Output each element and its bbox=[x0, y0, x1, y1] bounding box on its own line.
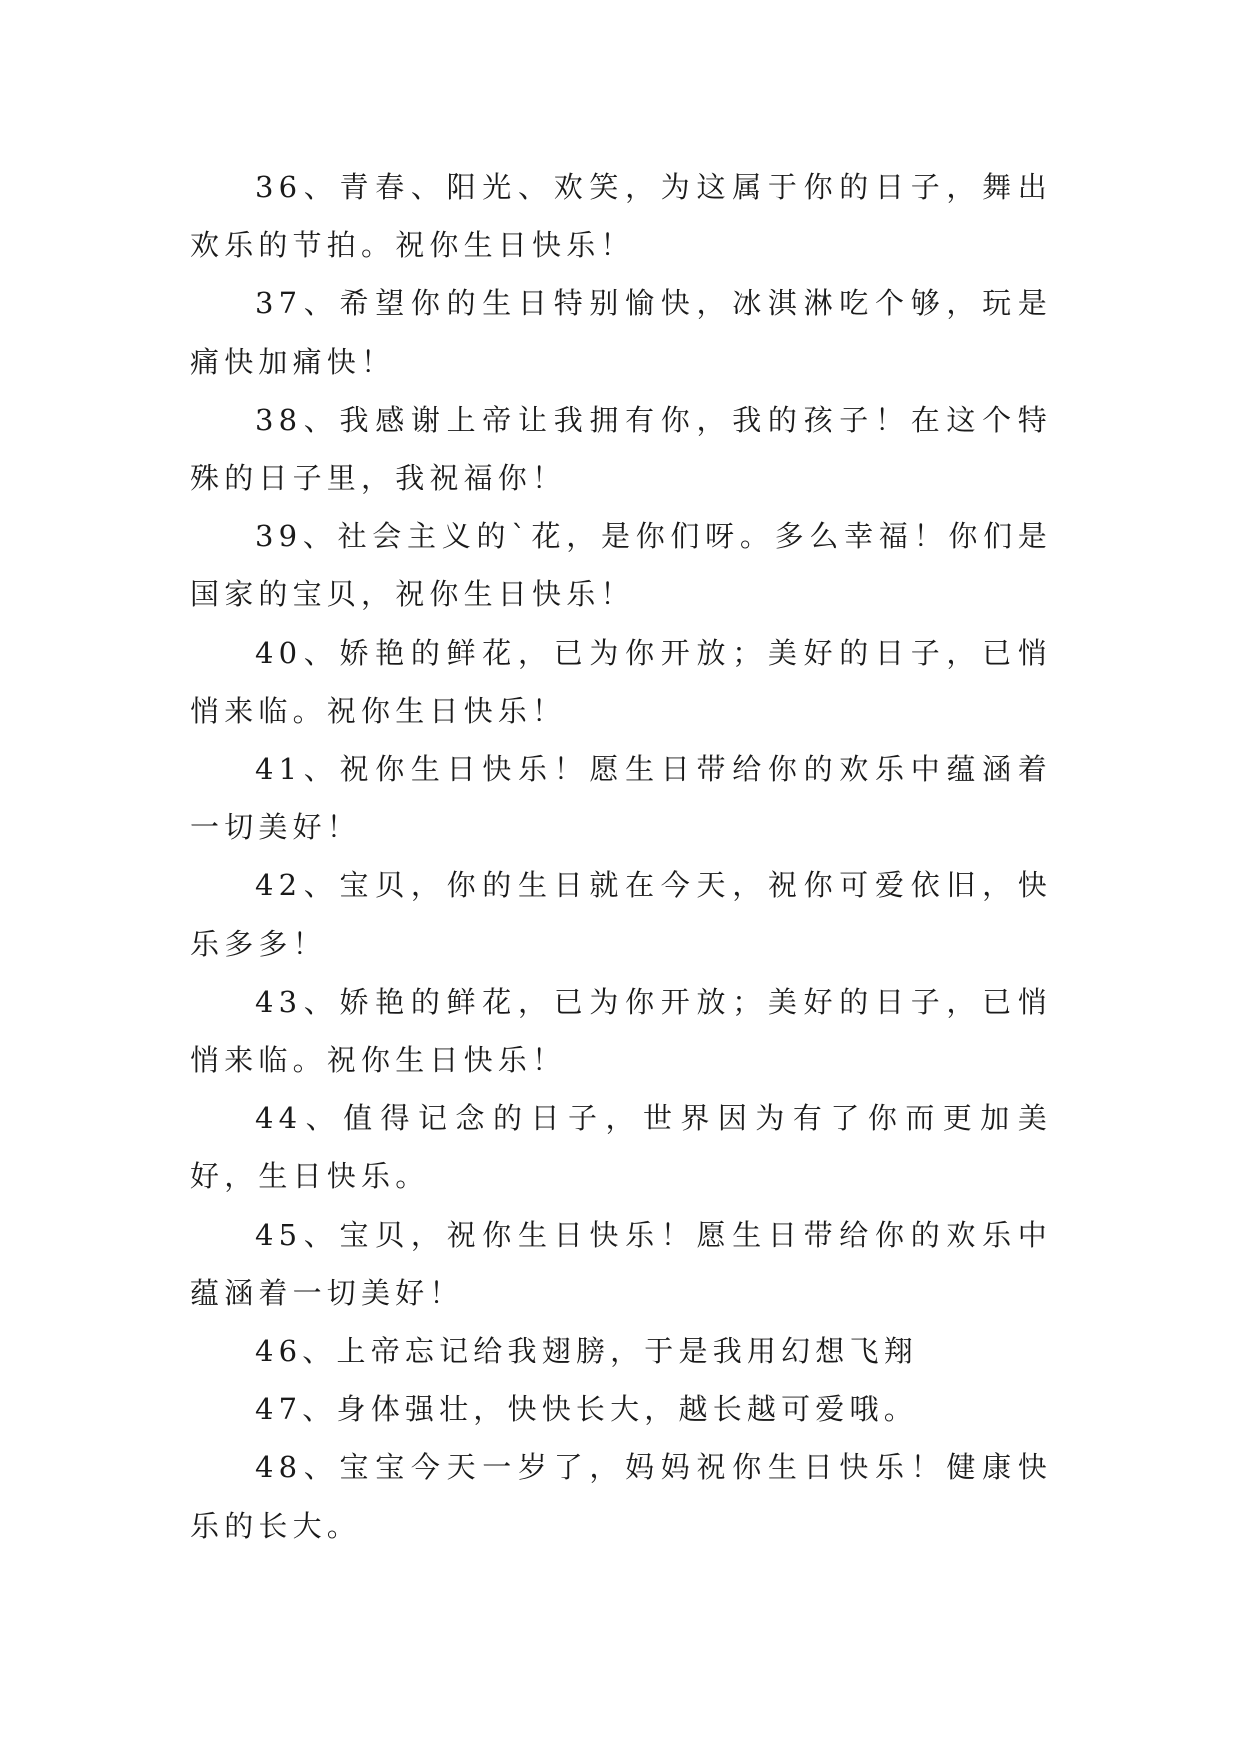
paragraph-44: 44、值得记念的日子，世界因为有了你而更加美好，生日快乐。 bbox=[190, 1101, 1052, 1194]
paragraph-42: 42、宝贝，你的生日就在今天，祝你可爱依旧，快乐多多！ bbox=[190, 868, 1052, 961]
paragraph-46: 46、上帝忘记给我翅膀，于是我用幻想飞翔 bbox=[255, 1334, 918, 1369]
paragraph-38: 38、我感谢上帝让我拥有你，我的孩子！在这个特殊的日子里，我祝福你！ bbox=[190, 402, 1052, 496]
paragraph-36: 36、青春、阳光、欢笑，为这属于你的日子，舞出欢乐的节拍。祝你生日快乐！ bbox=[190, 170, 1052, 263]
paragraph-40: 40、娇艳的鲜花，已为你开放；美好的日子，已悄悄来临。祝你生日快乐！ bbox=[190, 635, 1052, 728]
paragraph-39: 39、社会主义的`花，是你们呀。多么幸福！你们是国家的宝贝，祝你生日快乐！ bbox=[190, 519, 1052, 612]
paragraph-41: 41、祝你生日快乐！愿生日带给你的欢乐中蕴涵着一切美好！ bbox=[190, 752, 1052, 845]
paragraph-47: 47、身体强壮，快快长大，越长越可爱哦。 bbox=[255, 1392, 918, 1427]
paragraph-45: 45、宝贝，祝你生日快乐！愿生日带给你的欢乐中蕴涵着一切美好！ bbox=[190, 1217, 1052, 1310]
paragraph-48: 48、宝宝今天一岁了，妈妈祝你生日快乐！健康快乐的长大。 bbox=[190, 1450, 1052, 1543]
paragraph-43: 43、娇艳的鲜花，已为你开放；美好的日子，已悄悄来临。祝你生日快乐！ bbox=[190, 984, 1052, 1078]
paragraph-37: 37、希望你的生日特别愉快，冰淇淋吃个够，玩是痛快加痛快！ bbox=[190, 286, 1052, 379]
document-body bbox=[190, 158, 1052, 1555]
